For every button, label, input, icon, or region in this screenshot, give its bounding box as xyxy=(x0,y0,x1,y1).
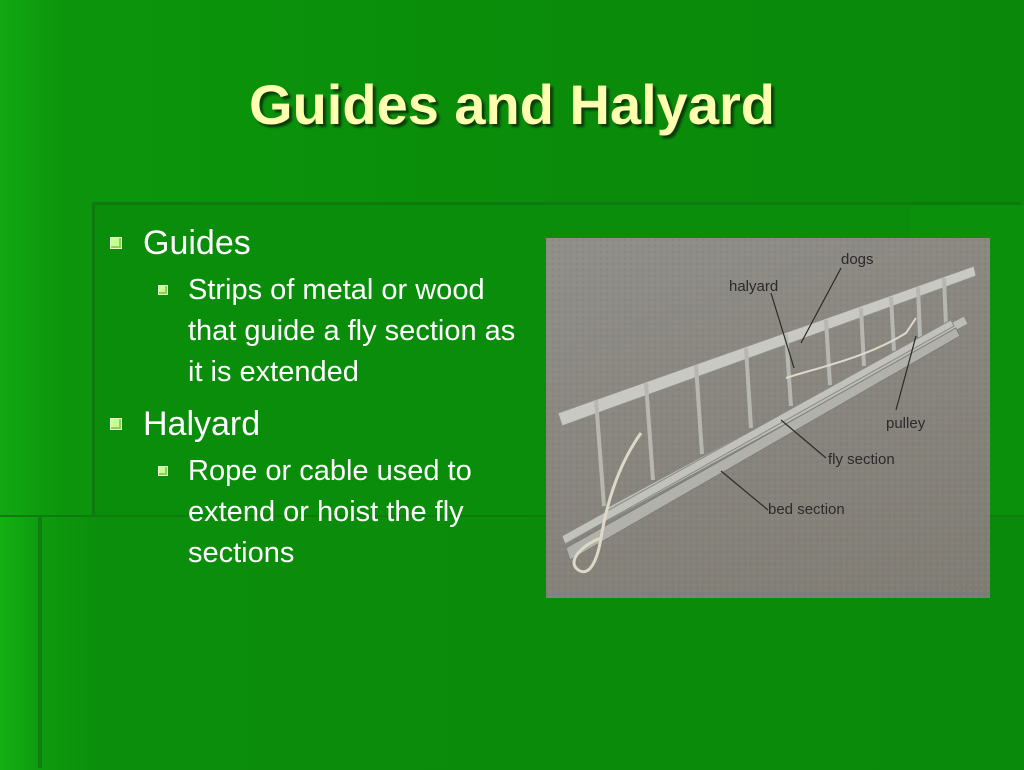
label-bed-section: bed section xyxy=(768,501,845,518)
sub-bullet-item xyxy=(105,451,535,574)
bullet-item-guides xyxy=(105,222,535,264)
square-bullet-icon xyxy=(158,466,168,476)
label-fly-section: fly section xyxy=(828,451,895,468)
sub-bullet-text: Rope or cable used to extend or hoist the fly sections xyxy=(188,455,472,569)
bullet-label: Halyard xyxy=(143,405,261,443)
sub-bullet-text: Strips of metal or wood that guide a fly section as it is extended xyxy=(188,274,516,388)
bullet-item-halyard xyxy=(105,403,535,445)
square-bullet-icon xyxy=(110,237,122,249)
label-dogs: dogs xyxy=(841,251,874,268)
slide-title: Guides and Halyard xyxy=(249,73,775,136)
square-bullet-icon xyxy=(158,285,168,295)
bullet-label: Guides xyxy=(143,224,251,262)
label-halyard: halyard xyxy=(729,278,779,295)
bullet-list xyxy=(105,222,535,584)
ladder-photo xyxy=(546,238,990,598)
square-bullet-icon xyxy=(110,418,122,430)
label-pulley: pulley xyxy=(886,415,926,432)
ladder-diagram xyxy=(546,238,990,598)
lower-band-divider xyxy=(38,515,42,768)
sub-bullet-item xyxy=(105,270,535,393)
